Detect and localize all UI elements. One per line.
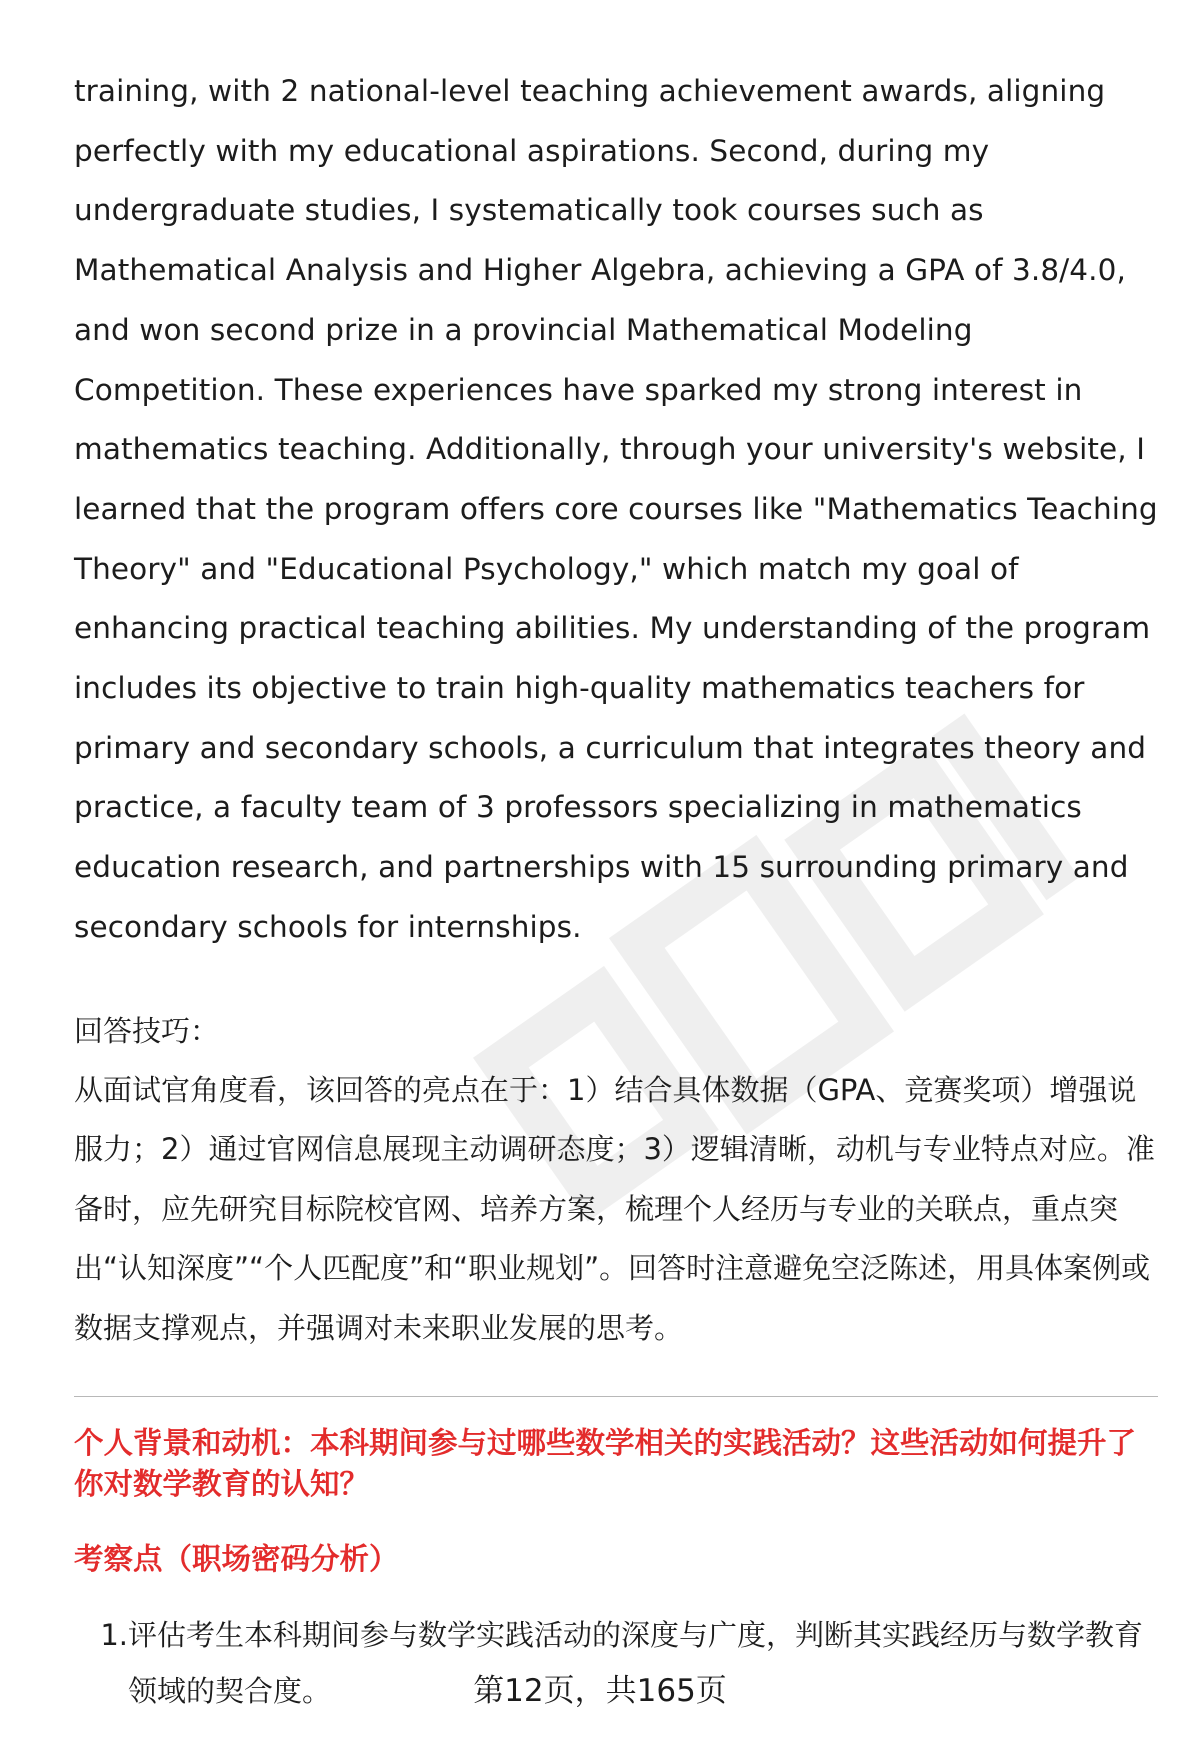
answer-paragraph: training, with 2 national-level teaching achievement awards, aligning perfectly with my educational aspirations. Second, during my undergraduate studies, I systematically took courses such as Mathematical Analysis and Higher Algebra, achieving a GPA of 3.8/4.0, and won second prize in a provincial Mathematical Modeling Competition. These experiences have sparked my strong interest in mathematics teaching. Additionally, through your university's website, I learned that the program offers core courses like "Mathematics Teaching Theory" and "Educational Psychology," which match my goal of enhancing practical teaching abilities. My understanding of the program includes its objective to train high-quality mathematics teachers for primary and secondary schools, a curriculum that integrates theory and practice, a faculty team of 3 professors specializing in mathematics education research, and partnerships with 15 surrounding primary and secondary schools for internships.: [74, 74, 1158, 944]
document-page: [74, 62, 1162, 1719]
list-item-text: 评估考生本科期间参与数学实践活动的深度与广度，判断其实践经历与数学教育领域的契合度。: [128, 1618, 1144, 1709]
tips-title: 回答技巧：: [74, 1013, 220, 1048]
section-divider: [74, 1396, 1158, 1397]
page-number-footer: 第12页，共165页: [473, 1673, 727, 1709]
question-heading: 个人背景和动机：本科期间参与过哪些数学相关的实践活动？这些活动如何提升了你对数学教育的认知？: [74, 1426, 1137, 1502]
list-item-number: 1.: [100, 1618, 128, 1653]
tips-body: 从面试官角度看，该回答的亮点在于：1）结合具体数据（GPA、竞赛奖项）增强说服力；2）通过官网信息展现主动调研态度；3）逻辑清晰，动机与专业特点对应。准备时，应先研究目标院校官网、培养方案，梳理个人经历与专业的关联点，重点突出“认知深度”“个人匹配度”和“职业规划”。回答时注意避免空泛陈述，用具体案例或数据支撑观点，并强调对未来职业发展的思考。: [74, 1072, 1155, 1345]
assessment-points-title: 考察点（职场密码分析）: [74, 1542, 399, 1577]
